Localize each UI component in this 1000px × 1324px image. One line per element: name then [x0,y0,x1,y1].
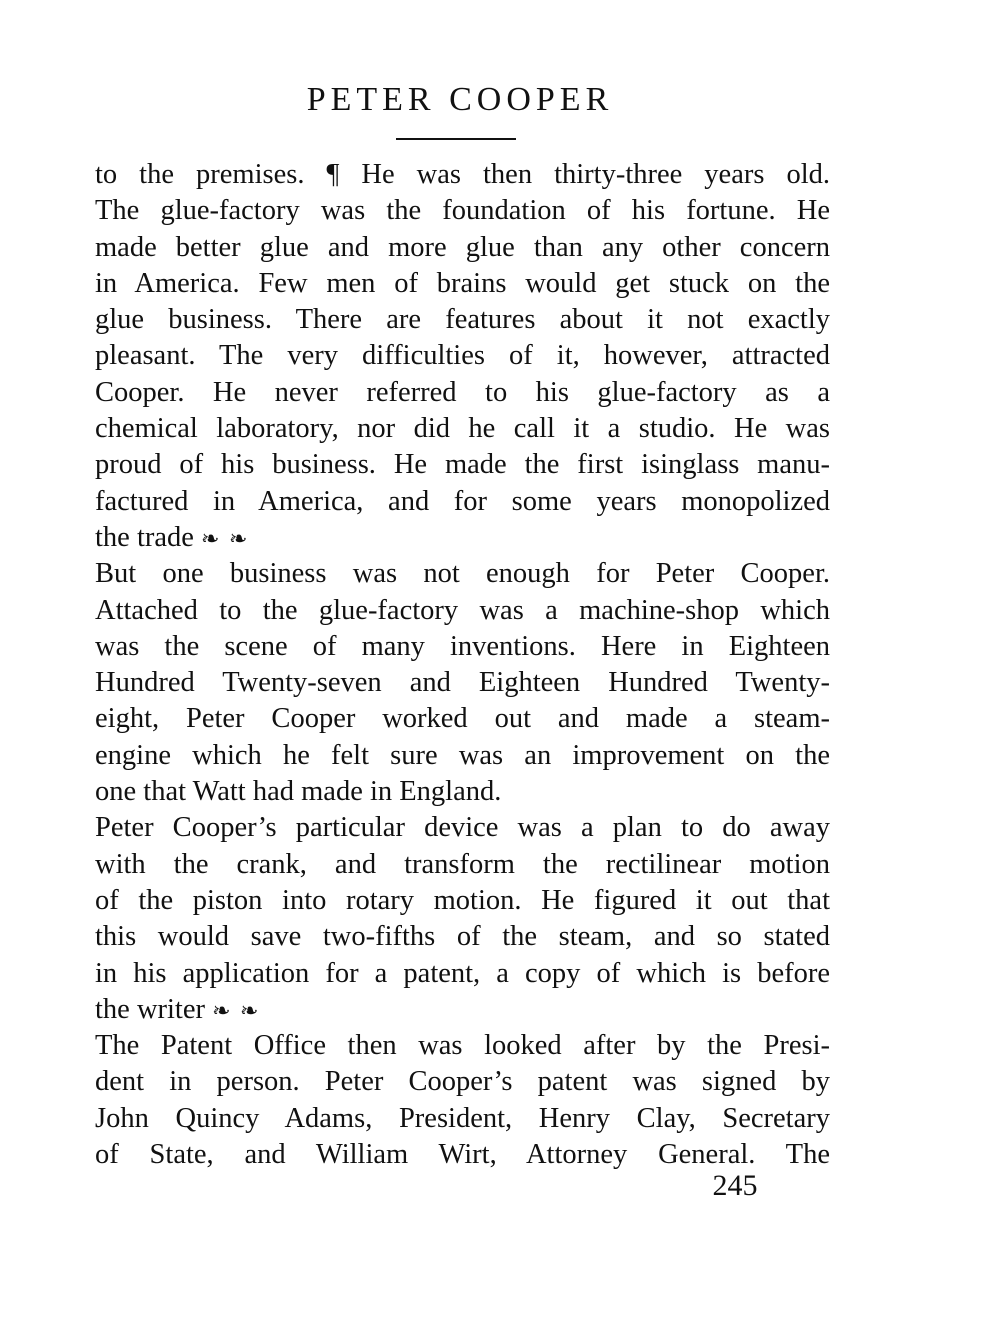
line-text: Peter Cooper’s particular device was a plan to do away [95,812,830,844]
line-text: Hundred Twenty-seven and Eighteen Hundred Twenty- [95,667,830,699]
text-line [95,556,830,592]
text-line [95,193,830,229]
text-line [95,375,830,411]
line-text: chemical laboratory, nor did he call it a studio. He was [95,413,830,445]
text-line [95,411,830,447]
line-text: made better glue and more glue than any other concern [95,231,830,263]
text-line [95,883,830,919]
text-line [95,338,830,374]
text-line [95,1101,830,1137]
text-line [95,1064,830,1100]
text-line [95,593,830,629]
line-text: pleasant. The very difficulties of it, however, attracted [95,340,830,372]
line-text: of the piston into rotary motion. He figured it out that [95,884,830,916]
line-text: But one business was not enough for Peter Cooper. [95,558,830,590]
text-line [95,810,830,846]
line-text: engine which he felt sure was an improvement on the [95,739,830,771]
text-line [95,847,830,883]
text-line [95,665,830,701]
text-line [95,701,830,737]
line-text: to the premises. ¶ He was then thirty-three years old. [95,159,830,190]
line-text: this would save two-fifths of the steam, and so stated [95,921,830,953]
running-head: PETER COOPER [306,81,614,118]
line-text: Attached to the glue-factory was a machine-shop which [95,594,830,626]
text-line [95,230,830,266]
line-text: eight, Peter Cooper worked out and made a steam- [95,703,830,735]
text-line [95,484,830,520]
line-text: of State, and William Wirt, Attorney General. The [95,1139,830,1171]
line-text: in America. Few men of brains would get stuck on the [95,267,830,299]
body-text [95,157,830,1173]
text-line [95,520,830,556]
line-text: John Quincy Adams, President, Henry Clay, Secretary [95,1102,830,1134]
text-line [95,919,830,955]
line-text: in his application for a patent, a copy of which is before [95,957,830,989]
text-line [95,157,830,193]
line-text: with the crank, and transform the rectilinear motion [95,848,830,880]
text-line [95,447,830,483]
fleuron-ornament-icon: ❧ ❧ [201,525,250,551]
line-text: one that Watt had made in England. [95,776,502,808]
text-line [95,956,830,992]
fleuron-ornament-icon: ❧ ❧ [212,997,261,1023]
line-text: dent in person. Peter Cooper’s patent was signed by [95,1066,830,1098]
page-number: 245 [712,1169,758,1202]
line-text: was the scene of many inventions. Here in Eighteen [95,630,830,662]
text-line [95,1028,830,1064]
line-text: the writer [95,993,205,1025]
text-line [95,629,830,665]
line-text: factured in America, and for some years monopolized [95,485,830,517]
line-text: The glue-factory was the foundation of his fortune. He [95,195,830,227]
head-rule [396,138,516,140]
text-line [95,302,830,338]
text-line [95,266,830,302]
text-line [95,992,830,1028]
line-text: proud of his business. He made the first isinglass manu- [95,449,830,481]
line-text: the trade [95,521,194,553]
line-text: Cooper. He never referred to his glue-factory as a [95,376,830,408]
line-text: The Patent Office then was looked after by the Presi- [95,1030,830,1062]
text-line [95,774,830,810]
line-text: glue business. There are features about it not exactly [95,304,830,336]
text-line [95,738,830,774]
